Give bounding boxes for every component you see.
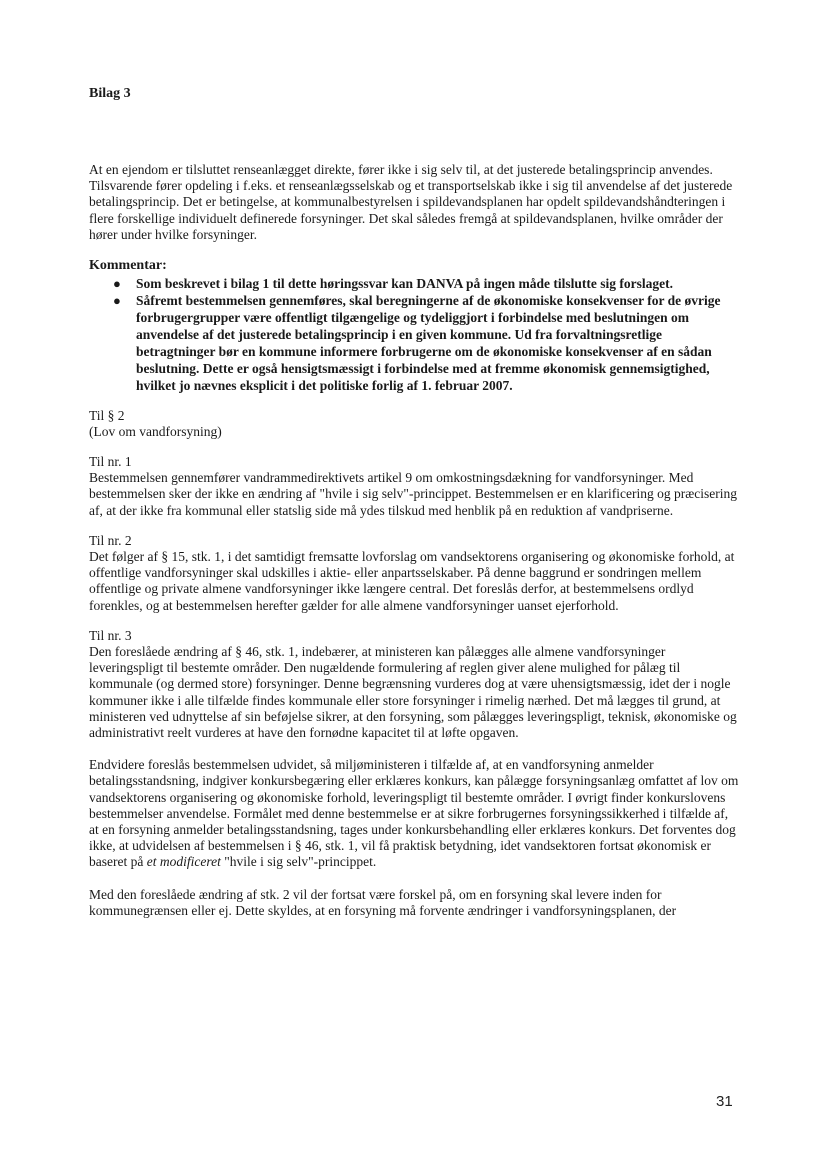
final-paragraph: Med den foreslåede ændring af stk. 2 vil der fortsat være forskel på, om en forsyning skal levere inden for kommunegrænsen eller ej. Dette skyldes, at en forsyning må forvente ændringer i vandforsyningsplanen, der — [89, 886, 677, 918]
list-item — [89, 275, 741, 292]
intro-paragraph: At en ejendom er tilsluttet renseanlægget direkte, fører ikke i sig selv til, at det justerede betalingsprincip anvendes. Tilsvarende fører opdeling i f.eks. et renseanlægsselskab og et transportselskab ikke i sig til anvendelse af det justerede betalingsprincip. Det er betingelse, at kommunalbestyrelsen i spildevandsplanen har opdelt spildevandshåndteringen i flere forskellige individuelt definerede forsyninger. Det skal således fremgå at spildevandsplanen, hvilke områder der hører under hvilke forsyninger. — [89, 162, 733, 242]
kommentar-title: Kommentar: — [89, 258, 167, 274]
endvidere-paragraph — [89, 757, 741, 870]
kommentar-list — [89, 275, 741, 394]
section-title: Til § 2 — [89, 407, 125, 423]
section-subtitle: (Lov om vandforsyning) — [89, 423, 222, 439]
nr1-block — [89, 454, 741, 519]
page-heading: Bilag 3 — [89, 86, 131, 101]
nr3-text: Den foreslåede ændring af § 46, stk. 1, indebærer, at ministeren kan pålægges alle almene vandforsyninger leveringspligt til bestemte områder. Den nugældende formulering af reglen giver alene mulighed for pålæg til kommunale (og dermed store) forsyninger. Denne begrænsning vurderes dog at være uhensigtsmæssig, idet der i nogle kommuner ikke i alle tilfælde findes kommunale eller store forsyninger i rimelig nærhed. Det må lægges til grund, at ministeren ved udnyttelse af sin beføjelse sikrer, at den forsyning, som pålægges leveringspligt, teknisk, økonomiske og administrativt reelt vurderes at have den fornødne kapacitet til at løfte opgaven. — [89, 643, 737, 740]
nr2-block — [89, 533, 741, 614]
bullet-text: Såfremt bestemmelsen gennemføres, skal beregningerne af de økonomiske konsekvenser for de øvrige forbrugergrupper være offentligt tilgængelige og tydeliggjort i forbindelse med beslutningen om anvendelse af det justerede betalingsprincip i en given kommune. Ud fra forvaltningsretlige betragtninger bør en kommune informere forbrugerne om de økonomiske konsekvenser af en sådan beslutning. Dette er også hensigtsmæssigt i forbindelse med at fremme økonomisk gennemsigtighed, hvilket jo nævnes eksplicit i det politiske forlig af 1. februar 2007. — [136, 292, 721, 393]
page-number: 31 — [716, 1093, 733, 1110]
nr2-text: Det følger af § 15, stk. 1, i det samtidigt fremsatte lovforslag om vandsektorens organisering og økonomiske forhold, at offentlige vandforsyninger skal udskilles i aktie- eller anpartsselskaber. På denne baggrund er sondringen mellem offentlige og private almene vandforsyninger ikke længere central. Det foreslås derfor, at bestemmelsens ordlyd forenkles, og at bestemmelsen herefter gælder for alle almene vandforsyninger uanset ejerforhold. — [89, 548, 735, 613]
nr3-title: Til nr. 3 — [89, 627, 132, 643]
section-heading-block — [89, 408, 741, 440]
endvidere-italic: et modificeret — [146, 854, 221, 870]
endvidere-text-end: "hvile i sig selv"-princippet. — [220, 854, 377, 870]
bullet-icon: ● — [113, 275, 121, 291]
endvidere-text: Endvidere foreslås bestemmelsen udvidet, så miljøministeren i tilfælde af, at en vandforsyning anmelder betalingsstandsning, indgiver konkursbegæring eller erklæres konkurs, kan pålægge forsyningsanlæg omfattet af lov om vandsektorens organisering og økonomiske forhold, leveringspligt til bestemte områder. I øvrigt finder konkurslovens bestemmelser anvendelse. Formålet med denne bestemmelse er at sikre forbrugernes forsyningssikkerhed i tilfælde af, at en forsyning anmelder betalingsstandsning, tages under konkursbehandling eller erklæres konkurs. Det forventes dog ikke, at udvidelsen af bestemmelsen i § 46, stk. 1, vil få praktisk betydning, idet vandsektoren fortsat økonomisk er baseret på — [89, 757, 739, 870]
document-body — [89, 86, 741, 919]
bullet-icon: ● — [113, 292, 121, 308]
nr1-text: Bestemmelsen gennemfører vandrammedirektivets artikel 9 om omkostningsdækning for vandforsyninger. Med bestemmelsen sker der ikke en ændring af "hvile i sig selv"-princippet. Bestemmelsen er en klarificering og præcisering af, at der ikke fra kommunal eller statslig side må ydes tilskud med henblik på en reduktion af vandpriserne. — [89, 470, 737, 518]
list-item — [89, 292, 741, 394]
kommentar-section — [89, 258, 741, 394]
bullet-text: Som beskrevet i bilag 1 til dette høringssvar kan DANVA på ingen måde tilslutte sig forslaget. — [136, 275, 674, 291]
nr1-title: Til nr. 1 — [89, 453, 132, 469]
nr3-block — [89, 628, 741, 741]
nr2-title: Til nr. 2 — [89, 532, 132, 548]
